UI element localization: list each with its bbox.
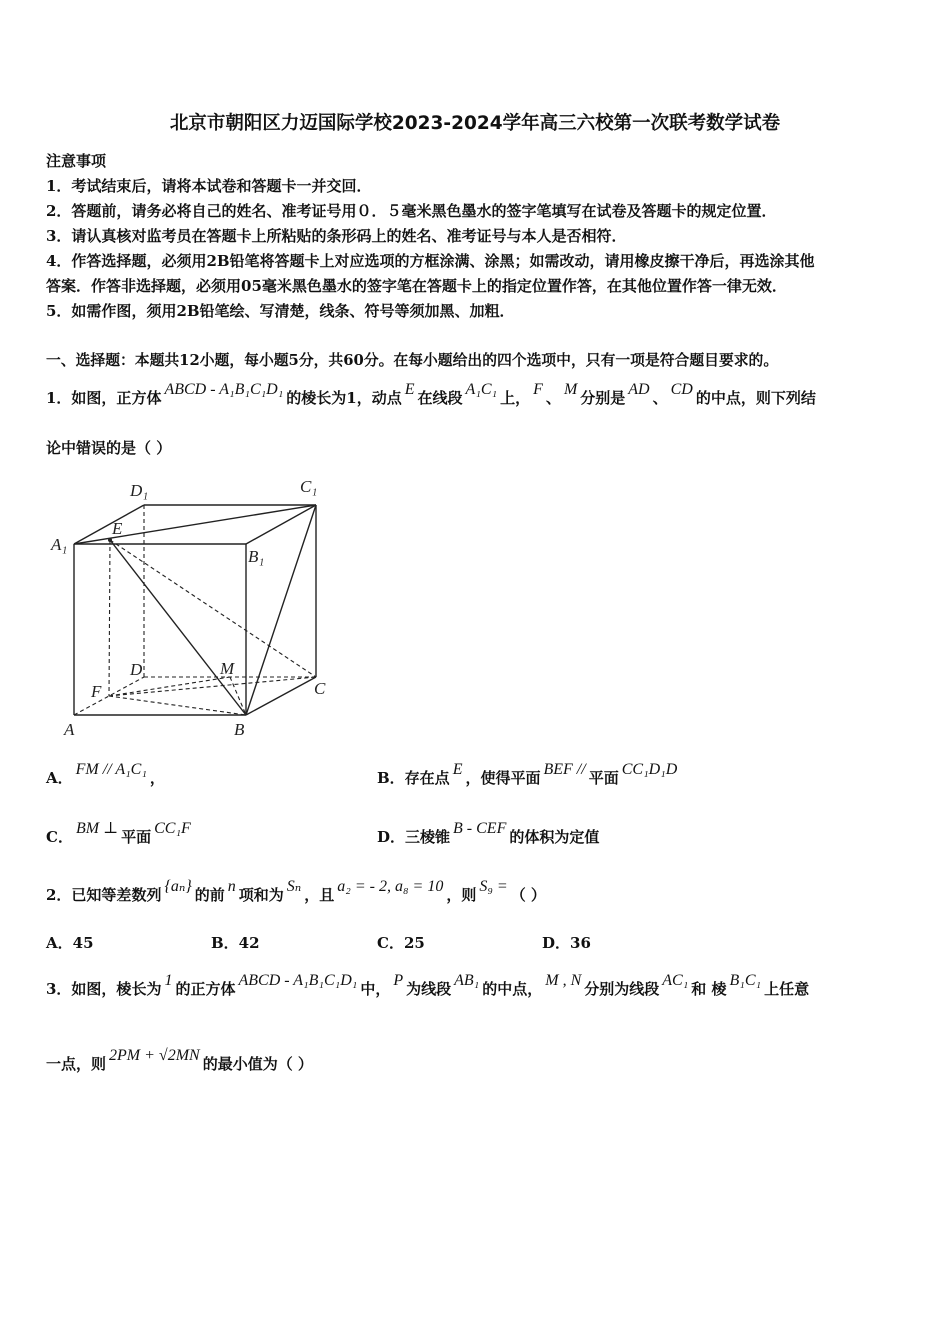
math-expression: CD	[670, 381, 693, 398]
math-expression: CC₁F	[154, 820, 191, 837]
math-expression: E	[404, 381, 415, 398]
math-expression: A₁C₁	[465, 381, 498, 398]
q2-option: D．36	[542, 934, 591, 952]
math-expression: AD	[628, 381, 650, 398]
math-expression: 2PM + √2MN	[109, 1047, 200, 1064]
notice-item: 答案．作答非选择题，必须用05毫米黑色墨水的签字笔在答题卡上的指定位置作答，在其他位置作答一律无效．	[46, 277, 787, 295]
math-expression: E	[452, 761, 463, 778]
vertex-label: F	[91, 682, 102, 701]
q1-option-b: B．存在点 E ，使得平面 BEF // 平面 CC₁D₁D	[377, 761, 678, 787]
math-expression: B₁C₁	[729, 972, 762, 989]
notice-item: 4．作答选择题，必须用2B铅笔将答题卡上对应选项的方框涂满、涂黑；如需改动，请用橡皮擦干净后，再选涂其他	[46, 252, 815, 270]
section-heading: 一、选择题：本题共12小题，每小题5分，共60分。在每小题给出的四个选项中，只有一项是符合题目要求的。	[46, 352, 779, 369]
vertex-label: D	[130, 660, 143, 679]
math-expression: P	[393, 972, 404, 989]
math-expression: BEF //	[543, 761, 586, 778]
q1-option-d: D．三棱锥 B - CEF 的体积为定值	[377, 820, 600, 846]
math-expression: M	[563, 381, 578, 398]
math-expression: Sₙ	[286, 878, 302, 895]
math-expression: {aₙ}	[164, 878, 192, 895]
vertex-label: B₁	[248, 547, 265, 566]
vertex-label: M	[220, 659, 235, 678]
notice-heading: 注意事项	[46, 152, 107, 170]
q2-option: A．45	[46, 934, 94, 952]
math-expression: AC₁	[662, 972, 689, 989]
math-expression: n	[227, 878, 236, 895]
math-expression: CC₁D₁D	[621, 761, 678, 778]
question-1-line2: 论中错误的是（ ）	[46, 439, 172, 457]
math-expression: F	[533, 381, 543, 398]
question-3-line1: 3．如图，棱长为 1 的正方体 ABCD - A₁B₁C₁D₁ 中， P 为线段 AB₁ 的中点， M , N 分别为线段 AC₁ 和 棱 B₁C₁ 上任意	[46, 972, 810, 998]
math-expression: a₂ = - 2, a₈ = 10	[337, 878, 444, 895]
math-expression: AB₁	[454, 972, 480, 989]
vertex-label: A₁	[51, 535, 68, 554]
question-3-line2: 一点，则 2PM + √2MN 的最小值为（ ）	[46, 1047, 313, 1073]
math-expression: B - CEF	[453, 820, 507, 837]
math-expression: ABCD - A₁B₁C₁D₁	[164, 381, 284, 398]
vertex-label: D₁	[130, 481, 149, 500]
notice-item: 1．考试结束后，请将本试卷和答题卡一并交回．	[46, 177, 372, 195]
vertex-label: A	[64, 720, 75, 739]
cube-figure	[46, 470, 346, 740]
vertex-label: E	[112, 519, 123, 538]
question-1-line1: 1．如图，正方体 ABCD - A₁B₁C₁D₁ 的棱长为1，动点 E 在线段 A₁C₁ 上， F 、 M 分别是 AD 、 CD 的中点，则下列结	[46, 381, 816, 407]
q2-option: B．42	[211, 934, 260, 952]
math-expression: FM // A₁C₁	[75, 761, 147, 778]
math-expression: ABCD - A₁B₁C₁D₁	[238, 972, 358, 989]
q2-option: C．25	[377, 934, 425, 952]
q1-option-c: C． BM ⊥ 平面 CC₁F	[46, 820, 191, 846]
notice-item: 2．答题前，请务必将自己的姓名、准考证号用０．５毫米黑色墨水的签字笔填写在试卷及答题卡的规定位置．	[46, 202, 777, 220]
q1-option-a: A． FM // A₁C₁ ，	[46, 761, 165, 787]
notice-item: 3．请认真核对监考员在答题卡上所粘贴的条形码上的姓名、准考证号与本人是否相符．	[46, 227, 627, 245]
math-expression: M , N	[545, 972, 582, 989]
question-2: 2．已知等差数列 {aₙ} 的前 n 项和为 Sₙ ，且 a₂ = - 2, a₈ = 10 ，则 S₉ = （ ）	[46, 878, 546, 904]
vertex-label: B	[234, 720, 245, 739]
exam-title: 北京市朝阳区力迈国际学校2023-2024学年高三六校第一次联考数学试卷	[169, 113, 781, 134]
math-expression: BM ⊥	[75, 820, 119, 837]
vertex-label: C₁	[300, 477, 318, 496]
math-expression: 1	[164, 972, 173, 989]
vertex-label: C	[314, 679, 326, 698]
math-expression: S₉ =	[479, 878, 508, 895]
notice-item: 5．如需作图，须用2B铅笔绘、写清楚，线条、符号等须加黑、加粗．	[46, 302, 515, 320]
